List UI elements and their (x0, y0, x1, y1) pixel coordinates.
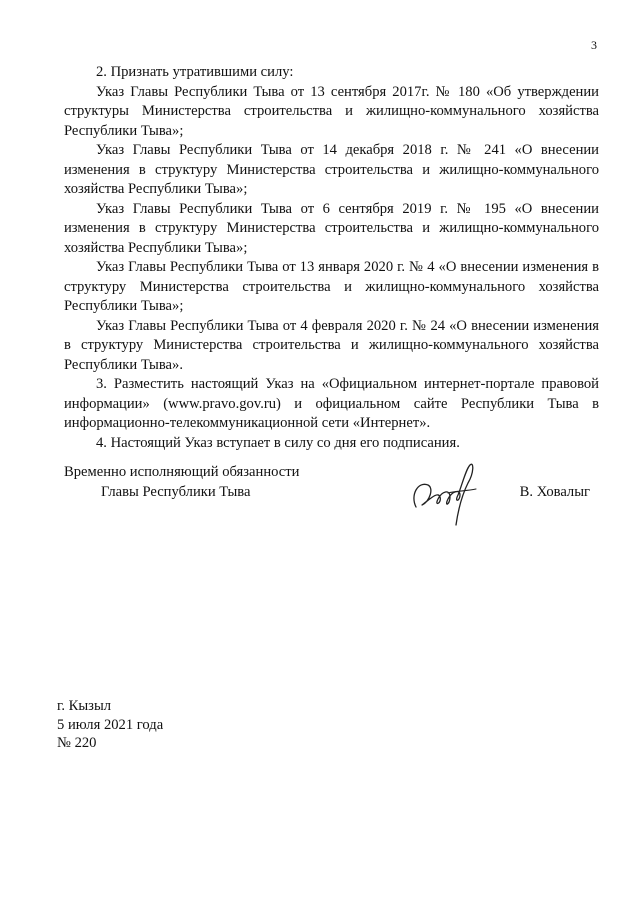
handwritten-signature-icon (404, 455, 484, 533)
date: 5 июля 2021 года (57, 716, 164, 733)
signatory-position-line1: Временно исполняющий обязанности (64, 464, 300, 480)
paragraph-decree-241: Указ Главы Республики Тыва от 14 декабря 2018 г. № 241 «О внесении изменения в структуру Министерства строительства и жилищно-коммунального хозяйства Республики Тыва»; (64, 142, 599, 197)
paragraph-publication: 3. Разместить настоящий Указ на «Официальном интернет-портале правовой информации» (www.pravo.gov.ru) и официальном сайте Республики Тыва в информационно-телекоммуникационной сети «Интернет». (64, 376, 599, 431)
place-date-number-block (57, 697, 163, 753)
decree-number: № 220 (57, 735, 97, 751)
paragraph-decree-24: Указ Главы Республики Тыва от 4 февраля 2020 г. № 24 «О внесении изменения в структуру Министерства строительства и жилищно-коммунального хозяйства Республики Тыва». (64, 317, 599, 373)
page-number: 3 (591, 38, 597, 52)
document-body (64, 63, 599, 453)
signature-block (64, 463, 600, 543)
city: г. Кызыл (57, 698, 112, 714)
paragraph-decree-195: Указ Главы Республики Тыва от 6 сентября 2019 г. № 195 «О внесении изменения в структуру Министерства строительства и жилищно-коммунального хозяйства Республики Тыва»; (64, 200, 599, 256)
paragraph-decree-4: Указ Главы Республики Тыва от 13 января 2020 г. № 4 «О внесении изменения в структуру Министерства строительства и жилищно-коммунального хозяйства Республики Тыва»; (64, 259, 599, 314)
paragraph-decree-180: Указ Главы Республики Тыва от 13 сентября 2017г. № 180 «Об утверждении структуры Министерства строительства и жилищно-коммунального хозяйства Республики Тыва»; (64, 83, 599, 139)
signatory-name: В. Ховалыг (519, 484, 590, 500)
paragraph-entry-into-force: 4. Настоящий Указ вступает в силу со дня его подписания. (96, 434, 460, 451)
paragraph-invalidate-heading: 2. Признать утратившими силу: (96, 64, 294, 80)
signatory-position-line2: Главы Республики Тыва (101, 484, 251, 500)
